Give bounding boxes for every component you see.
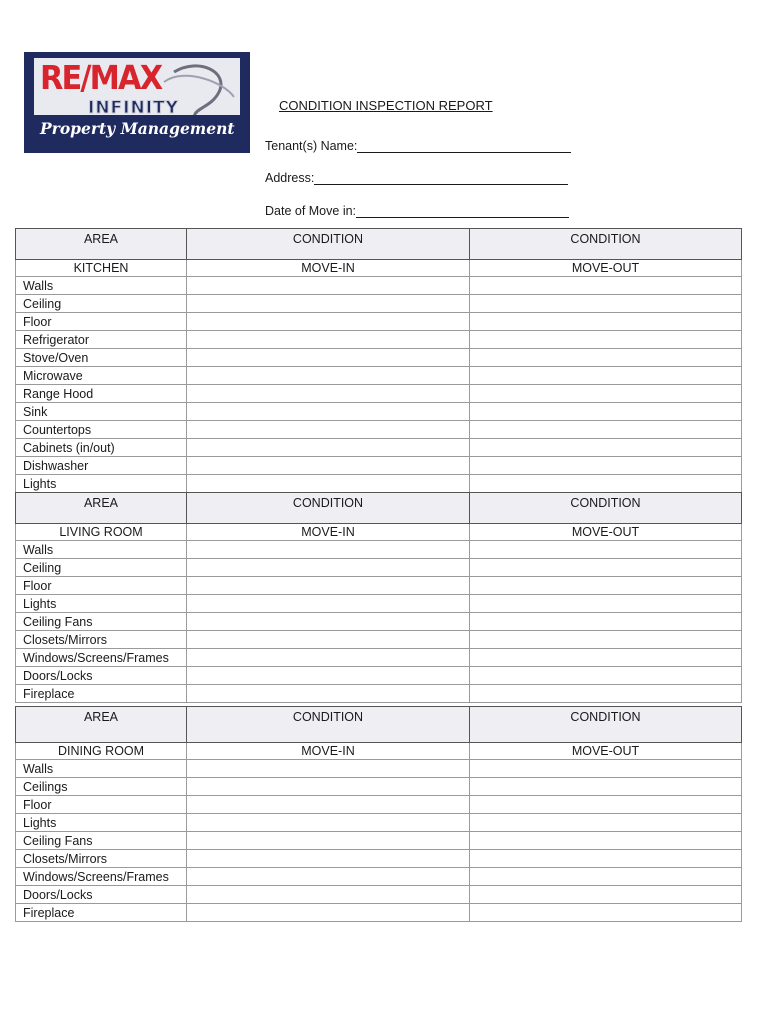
table-row — [16, 631, 742, 649]
move-in-condition-cell[interactable] — [187, 886, 470, 904]
move-in-condition-cell[interactable] — [187, 685, 470, 703]
table-row — [16, 760, 742, 778]
move-in-condition-cell[interactable] — [187, 850, 470, 868]
item-label: Ceiling Fans — [16, 832, 187, 850]
move-out-condition-cell[interactable] — [470, 595, 742, 613]
table-row — [16, 421, 742, 439]
area-header: AREA — [16, 707, 187, 743]
move-out-condition-cell[interactable] — [470, 814, 742, 832]
table-row — [16, 403, 742, 421]
move-in-header: MOVE-IN — [187, 524, 470, 541]
table-row — [16, 778, 742, 796]
move-out-condition-cell[interactable] — [470, 613, 742, 631]
move-in-header: MOVE-IN — [187, 260, 470, 277]
move-out-header: MOVE-OUT — [470, 743, 742, 760]
move-in-condition-cell[interactable] — [187, 367, 470, 385]
table-row — [16, 331, 742, 349]
move-in-condition-cell[interactable] — [187, 778, 470, 796]
company-logo — [24, 52, 250, 153]
move-in-condition-cell[interactable] — [187, 403, 470, 421]
move-in-header: MOVE-IN — [187, 743, 470, 760]
item-label: Ceiling Fans — [16, 613, 187, 631]
section-title-row — [16, 743, 742, 760]
move-out-header: MOVE-OUT — [470, 260, 742, 277]
section-header-row — [16, 493, 742, 524]
move-in-condition-cell[interactable] — [187, 760, 470, 778]
move-in-condition-cell[interactable] — [187, 385, 470, 403]
move-in-date-label: Date of Move in: — [265, 204, 357, 218]
table-row — [16, 439, 742, 457]
item-label: Lights — [16, 814, 187, 832]
dining-room-table — [15, 706, 742, 922]
move-out-condition-cell[interactable] — [470, 367, 742, 385]
item-label: Sink — [16, 403, 187, 421]
section-title-row — [16, 524, 742, 541]
section-title-row — [16, 260, 742, 277]
table-row — [16, 349, 742, 367]
item-label: Closets/Mirrors — [16, 850, 187, 868]
move-out-condition-cell[interactable] — [470, 850, 742, 868]
living-room-table — [15, 492, 742, 703]
move-out-condition-cell[interactable] — [470, 796, 742, 814]
table-row — [16, 457, 742, 475]
address-label: Address: — [265, 171, 315, 185]
tenant-name-blank[interactable] — [357, 139, 571, 153]
section-header-row — [16, 229, 742, 260]
item-label: Closets/Mirrors — [16, 631, 187, 649]
move-out-condition-cell[interactable] — [470, 541, 742, 559]
item-label: Lights — [16, 475, 187, 493]
table-row — [16, 277, 742, 295]
section-name: KITCHEN — [16, 260, 187, 277]
move-out-condition-cell[interactable] — [470, 385, 742, 403]
item-label: Doors/Locks — [16, 667, 187, 685]
move-in-condition-cell[interactable] — [187, 349, 470, 367]
move-out-condition-cell[interactable] — [470, 559, 742, 577]
move-in-condition-cell[interactable] — [187, 631, 470, 649]
move-in-condition-cell[interactable] — [187, 595, 470, 613]
logo-brand-text: RE/MAX — [40, 58, 162, 97]
table-row — [16, 313, 742, 331]
move-out-condition-cell[interactable] — [470, 331, 742, 349]
move-out-condition-cell[interactable] — [470, 886, 742, 904]
section-header-row — [16, 707, 742, 743]
item-label: Microwave — [16, 367, 187, 385]
move-out-condition-cell[interactable] — [470, 421, 742, 439]
item-label: Fireplace — [16, 685, 187, 703]
item-label: Lights — [16, 595, 187, 613]
move-in-condition-cell[interactable] — [187, 295, 470, 313]
move-out-header: MOVE-OUT — [470, 524, 742, 541]
item-label: Cabinets (in/out) — [16, 439, 187, 457]
condition-header: CONDITION — [187, 707, 470, 743]
move-out-condition-cell[interactable] — [470, 685, 742, 703]
table-row — [16, 595, 742, 613]
move-out-condition-cell[interactable] — [470, 667, 742, 685]
item-label: Ceiling — [16, 559, 187, 577]
logo-sub-text: INFINITY — [88, 98, 179, 118]
item-label: Fireplace — [16, 904, 187, 922]
move-in-condition-cell[interactable] — [187, 475, 470, 493]
item-label: Windows/Screens/Frames — [16, 868, 187, 886]
item-label: Windows/Screens/Frames — [16, 649, 187, 667]
move-out-condition-cell[interactable] — [470, 778, 742, 796]
item-label: Refrigerator — [16, 331, 187, 349]
table-row — [16, 667, 742, 685]
move-out-condition-cell[interactable] — [470, 649, 742, 667]
move-out-condition-cell[interactable] — [470, 313, 742, 331]
move-in-condition-cell[interactable] — [187, 541, 470, 559]
table-row — [16, 649, 742, 667]
move-out-condition-cell[interactable] — [470, 904, 742, 922]
move-in-condition-cell[interactable] — [187, 313, 470, 331]
kitchen-table — [15, 228, 742, 493]
item-label: Countertops — [16, 421, 187, 439]
item-label: Floor — [16, 796, 187, 814]
table-row — [16, 850, 742, 868]
table-row — [16, 814, 742, 832]
item-label: Doors/Locks — [16, 886, 187, 904]
move-out-condition-cell[interactable] — [470, 439, 742, 457]
table-row — [16, 796, 742, 814]
move-in-condition-cell[interactable] — [187, 421, 470, 439]
table-row — [16, 613, 742, 631]
move-in-date-field[interactable] — [265, 204, 569, 218]
table-row — [16, 559, 742, 577]
item-label: Floor — [16, 313, 187, 331]
item-label: Stove/Oven — [16, 349, 187, 367]
item-label: Walls — [16, 277, 187, 295]
address-field[interactable] — [265, 171, 568, 185]
condition-header: CONDITION — [187, 229, 470, 260]
section-name: LIVING ROOM — [16, 524, 187, 541]
move-in-condition-cell[interactable] — [187, 577, 470, 595]
tenant-name-label: Tenant(s) Name: — [265, 139, 358, 153]
move-out-condition-cell[interactable] — [470, 760, 742, 778]
table-row — [16, 385, 742, 403]
table-row — [16, 868, 742, 886]
table-row — [16, 295, 742, 313]
area-header: AREA — [16, 493, 187, 524]
move-in-condition-cell[interactable] — [187, 667, 470, 685]
section-name: DINING ROOM — [16, 743, 187, 760]
logo-tagline: Property Management — [40, 119, 235, 138]
move-in-condition-cell[interactable] — [187, 559, 470, 577]
item-label: Dishwasher — [16, 457, 187, 475]
item-label: Walls — [16, 760, 187, 778]
table-row — [16, 541, 742, 559]
tenant-name-field[interactable] — [265, 139, 571, 153]
item-label: Floor — [16, 577, 187, 595]
table-row — [16, 367, 742, 385]
page-title: CONDITION INSPECTION REPORT — [279, 98, 493, 113]
move-out-condition-cell[interactable] — [470, 277, 742, 295]
table-row — [16, 577, 742, 595]
move-out-condition-cell[interactable] — [470, 349, 742, 367]
move-in-condition-cell[interactable] — [187, 457, 470, 475]
move-in-condition-cell[interactable] — [187, 439, 470, 457]
item-label: Range Hood — [16, 385, 187, 403]
condition-header: CONDITION — [470, 707, 742, 743]
condition-header: CONDITION — [470, 493, 742, 524]
move-in-condition-cell[interactable] — [187, 814, 470, 832]
move-out-condition-cell[interactable] — [470, 403, 742, 421]
condition-header: CONDITION — [187, 493, 470, 524]
table-row — [16, 685, 742, 703]
item-label: Walls — [16, 541, 187, 559]
move-out-condition-cell[interactable] — [470, 631, 742, 649]
move-out-condition-cell[interactable] — [470, 457, 742, 475]
move-in-condition-cell[interactable] — [187, 868, 470, 886]
condition-header: CONDITION — [470, 229, 742, 260]
move-in-condition-cell[interactable] — [187, 832, 470, 850]
move-in-condition-cell[interactable] — [187, 277, 470, 295]
table-row — [16, 475, 742, 493]
area-header: AREA — [16, 229, 187, 260]
move-out-condition-cell[interactable] — [470, 868, 742, 886]
move-out-condition-cell[interactable] — [470, 295, 742, 313]
address-blank[interactable] — [314, 171, 568, 185]
table-row — [16, 832, 742, 850]
move-in-condition-cell[interactable] — [187, 796, 470, 814]
move-out-condition-cell[interactable] — [470, 577, 742, 595]
table-row — [16, 886, 742, 904]
move-out-condition-cell[interactable] — [470, 832, 742, 850]
item-label: Ceilings — [16, 778, 187, 796]
move-out-condition-cell[interactable] — [470, 475, 742, 493]
move-in-condition-cell[interactable] — [187, 331, 470, 349]
move-in-condition-cell[interactable] — [187, 904, 470, 922]
move-in-condition-cell[interactable] — [187, 613, 470, 631]
table-row — [16, 904, 742, 922]
move-in-date-blank[interactable] — [356, 204, 569, 218]
item-label: Ceiling — [16, 295, 187, 313]
move-in-condition-cell[interactable] — [187, 649, 470, 667]
